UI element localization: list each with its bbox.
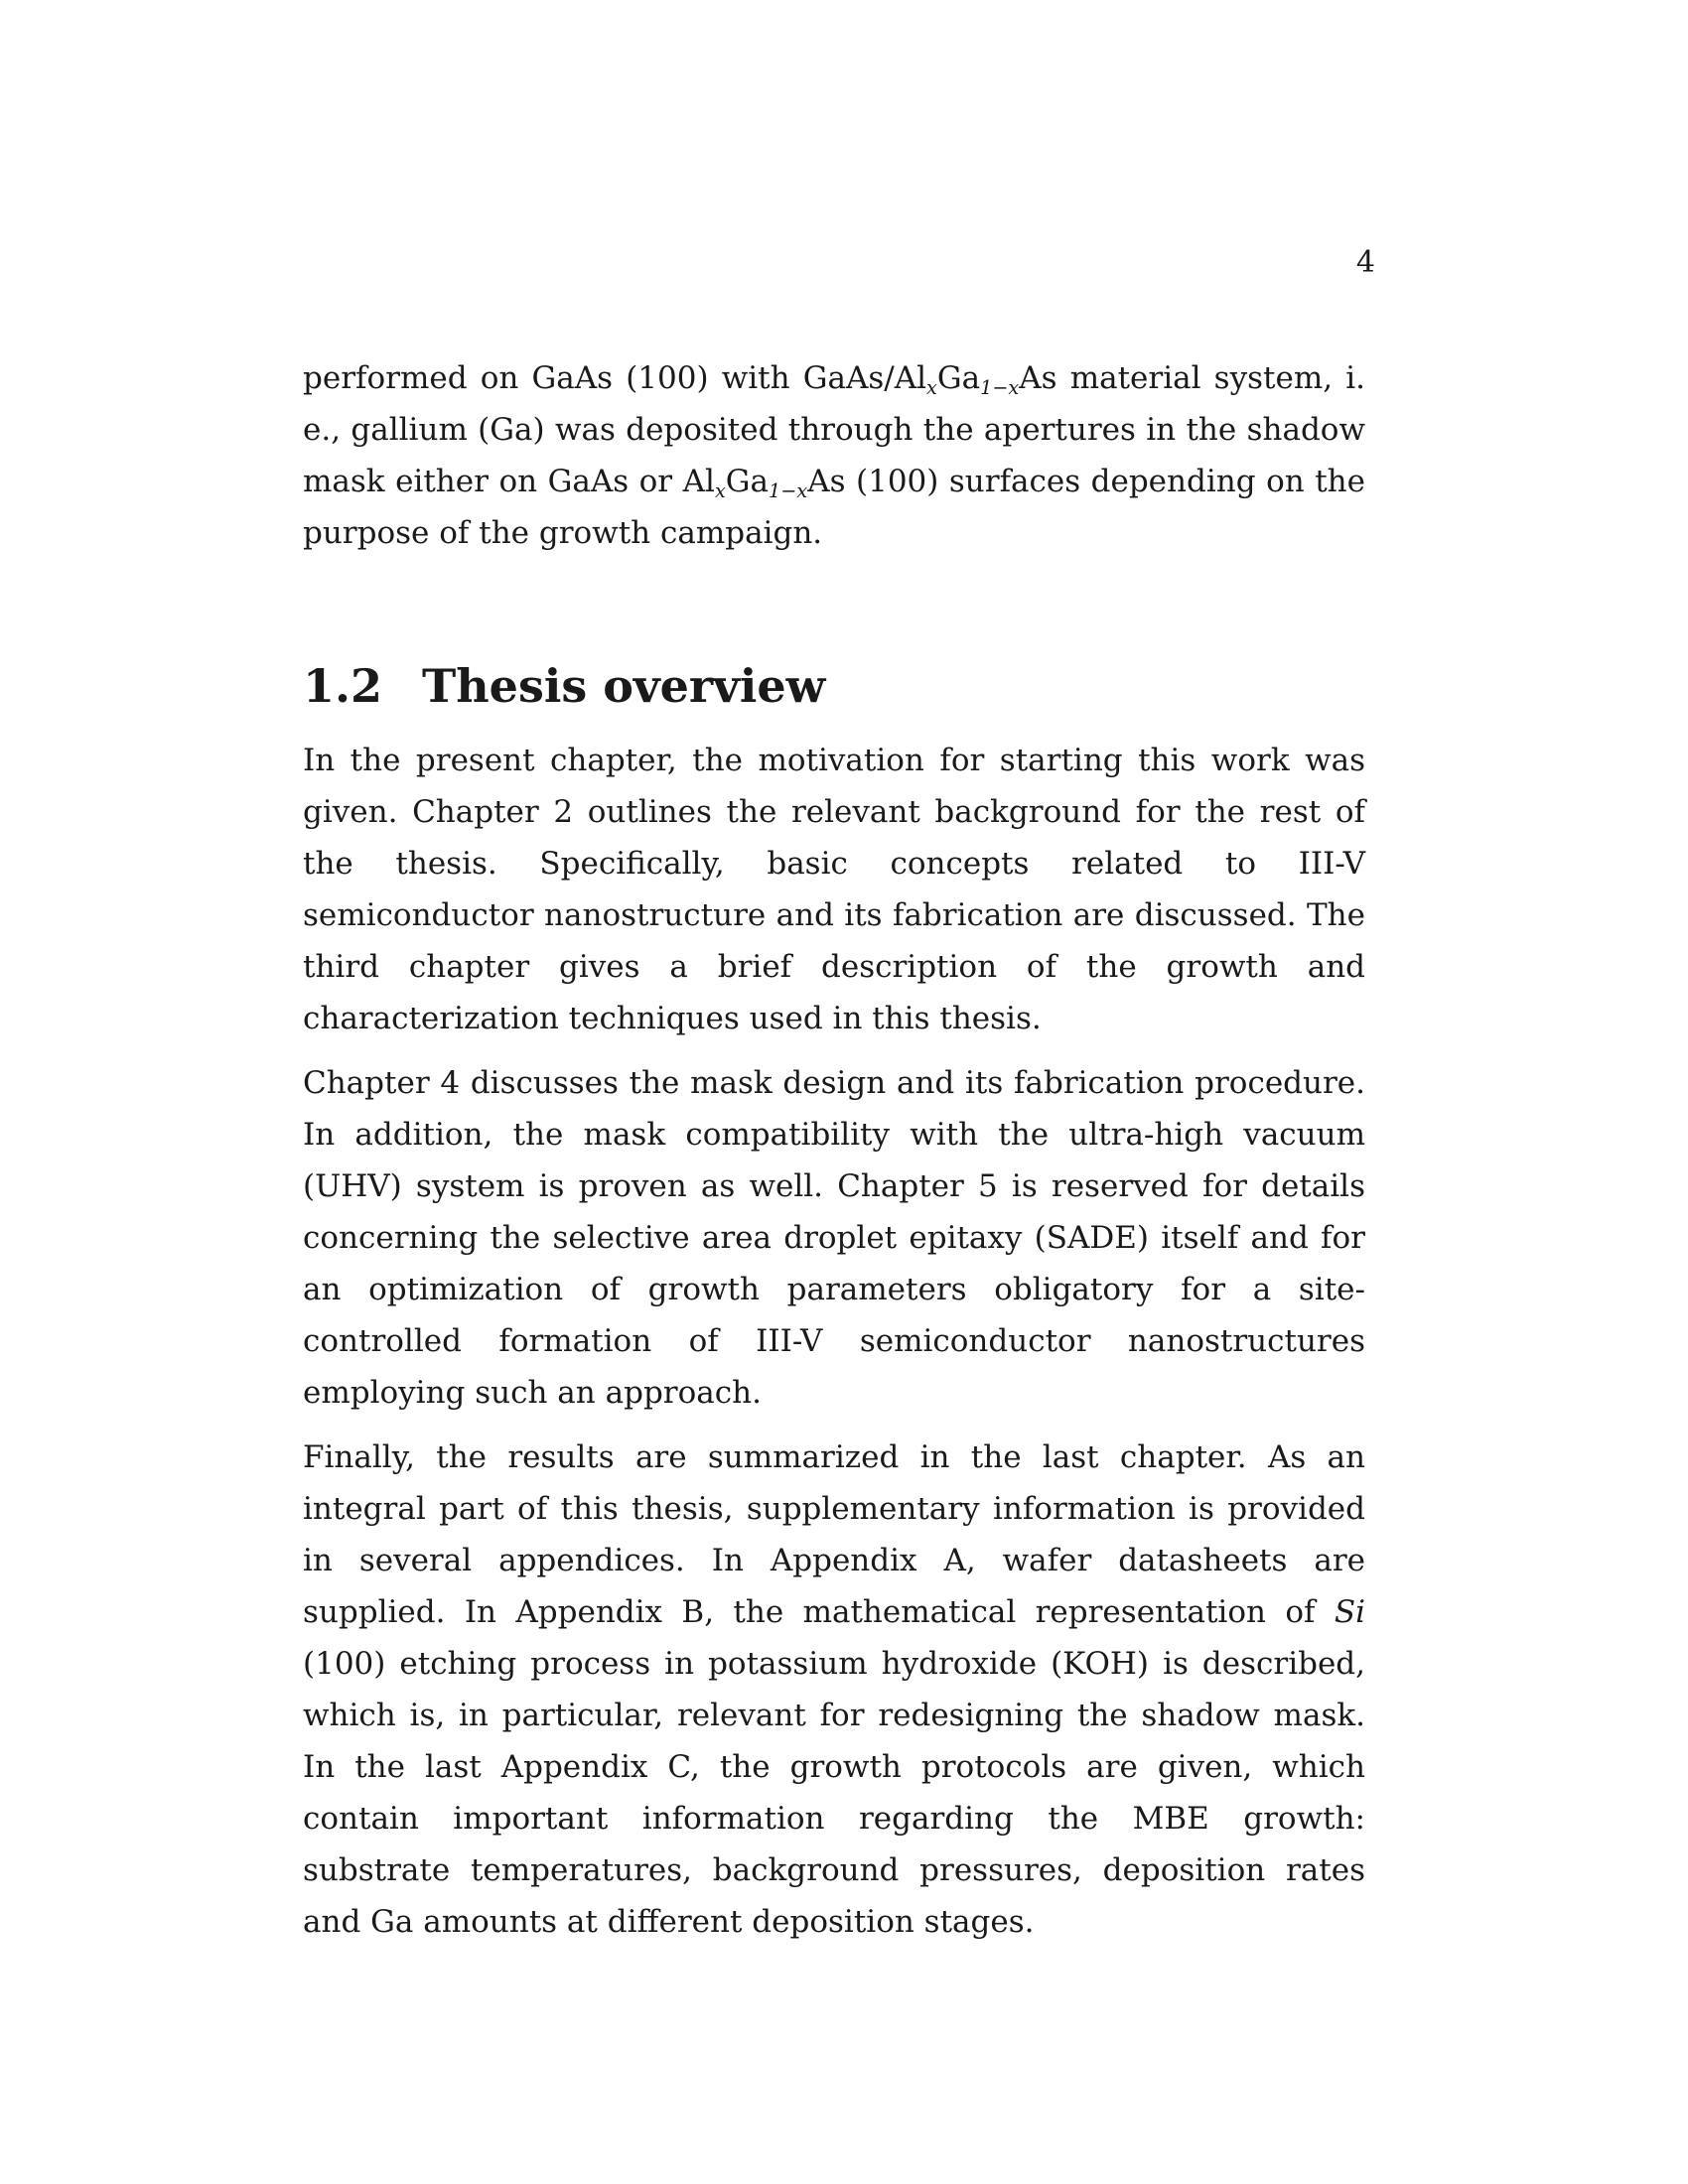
section-title: Thesis overview [422,659,826,714]
section-number: 1.2 [303,659,383,714]
intro-paragraph [303,352,1365,572]
intro-text: performed on GaAs (100) with GaAs/$Al_xGa_{1-x}As$ material system, i. e., gallium (Ga) was deposited through the apertures in the shadow mask either on GaAs or $Al_xGa_{1-x}As$ (100) surfaces depending on the purpose of the growth campaign. [303,360,1365,551]
section-heading [303,659,826,714]
paragraph-appendices: Finally, the results are summarized in the last chapter. As an integral part of this thesis, supplementary information is provided in several appendices. In Appendix A, wafer datasheets are supplied. In Appendix B, the mathematical representation of Si (100) etching process in potassium hydroxide (KOH) is described, which is, in particular, relevant for redesigning the shadow mask. In the last Appendix C, the growth protocols are given, which contain important information regarding the MBE growth: substrate temperatures, background pressures, deposition rates and Ga amounts at different deposition stages. [303,1439,1365,1940]
paragraph-mask-design: Chapter 4 discusses the mask design and its fabrication procedure. In addition, the mask compatibility with the ultra-high vacuum (UHV) system is proven as well. Chapter 5 is reserved for details concerning the selective area droplet epitaxy (SADE) itself and for an optimization of growth parameters obligatory for a site-controlled formation of III-V semiconductor nanostructures employing such an approach. [303,1065,1365,1411]
page-number: 4 [1355,245,1375,280]
paragraph-chapter-summary: In the present chapter, the motivation for starting this work was given. Chapter 2 outlines the relevant background for the rest of the thesis. Specifically, basic concepts related to III-V semiconductor nanostructure and its fabrication are discussed. The third chapter gives a brief description of the growth and characterization techniques used in this thesis. [303,743,1365,1036]
overview-body [303,735,1365,1961]
